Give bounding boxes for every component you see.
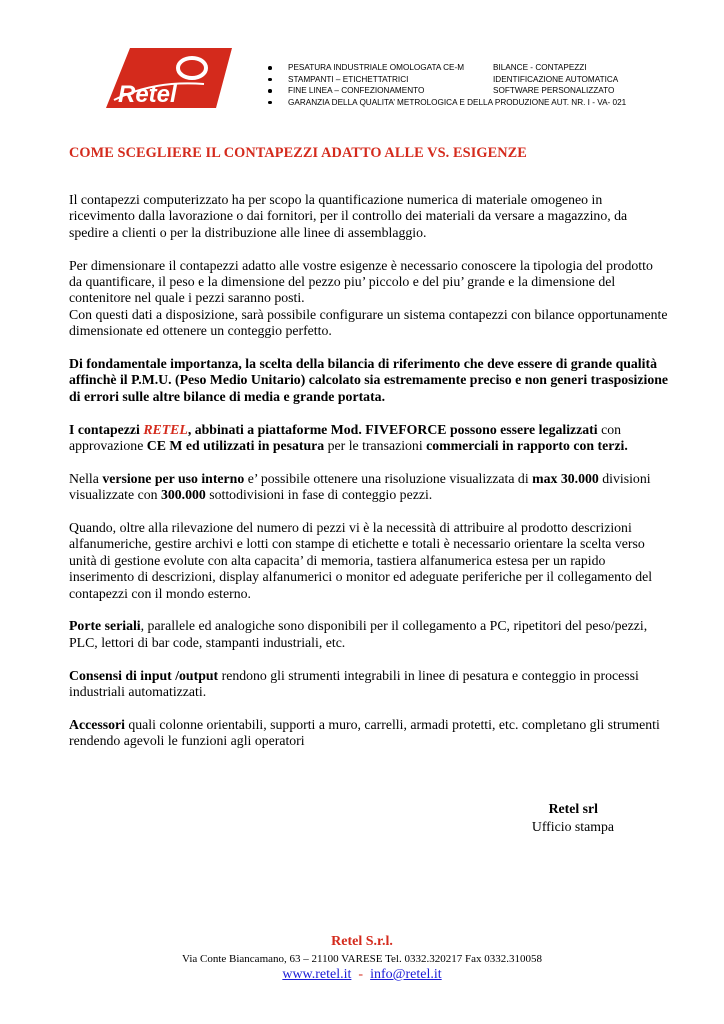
services-item: STAMPANTI – ETICHETTATRICI IDENTIFICAZIONE AUTOMATICA <box>268 74 648 86</box>
signature-company: Retel srl <box>548 801 598 816</box>
email-link[interactable]: info@retel.it <box>370 967 442 982</box>
footer <box>0 932 724 984</box>
footer-company: Retel S.r.l. <box>331 934 393 949</box>
paragraph-accessories: Accessori quali colonne orientabili, supporti a muro, carrelli, armadi protetti, etc. completano gli strumenti rendendo agevoli le funzioni agli operatori <box>69 716 660 749</box>
document-title: COME SCEGLIERE IL CONTAPEZZI ADATTO ALLE VS. ESIGENZE <box>69 145 527 161</box>
footer-separator: - <box>358 967 364 982</box>
svg-text:Retel: Retel <box>118 81 177 108</box>
signature-office: Ufficio stampa <box>531 819 614 834</box>
paragraph-ports: Porte seriali, parallele ed analogiche sono disponibili per il collegamento a PC, ripetitori del peso/pezzi, PLC, lettori di bar code, stampanti industriali, etc. <box>69 618 648 650</box>
services-item: PESATURA INDUSTRIALE OMOLOGATA CE-M BILANCE - CONTAPEZZI <box>268 62 648 74</box>
footer-address: Via Conte Biancamano, 63 – 21100 VARESE Tel. 0332.320217 Fax 0332.310058 <box>182 953 542 965</box>
paragraph-io: Consensi di input /output rendono gli strumenti integrabili in linee di pesatura e conteggio in processi industriali automatizzati. <box>69 667 639 700</box>
footer-links <box>0 966 724 984</box>
paragraph-importance: Di fondamentale importanza, la scelta della bilancia di riferimento che deve essere di grande qualità affinchè il P.M.U. (Peso Medio Unitario) calcolato sia estremamente preciso e non generi trasposizione di errori sulle altre bilance di media e grande portata. <box>69 356 669 404</box>
paragraph-management: Quando, oltre alla rilevazione del numero di pezzi vi è la necessità di attribuire al prodotto descrizioni alfanumeriche, gestire archivi e lotti con stampe di etichette e totali è necessario orientare la scelta verso unità di gestione evolute con alta capacita’ di memoria, tastiera alfanumerica estesa per un rapido inserimento di descrizioni, display alfanumerici o monitor ed adeguate periferiche per il collegamento del contapezzi con il mondo esterno. <box>69 520 653 601</box>
retel-logo <box>104 44 234 112</box>
paragraph-legal: I contapezzi RETEL, abbinati a piattaforme Mod. FIVEFORCE possono essere legalizzati con approvazione CE M ed utilizzati in pesatura per le transazioni commerciali in rapporto con terzi. <box>69 421 628 454</box>
document-body <box>69 192 669 766</box>
website-link[interactable]: www.retel.it <box>282 967 352 982</box>
services-item: FINE LINEA – CONFEZIONAMENTO SOFTWARE PERSONALIZZATO <box>268 85 648 97</box>
paragraph-intro: Il contapezzi computerizzato ha per scopo la quantificazione numerica di materiale omogeneo in ricevimento dalla lavorazione o dai fornitori, per il controllo dei materiali da versare a magazzino, da spedire a clienti o per la distribuzione alle linee di assemblaggio. <box>69 192 628 240</box>
services-list <box>268 62 648 108</box>
paragraph-dimension: Per dimensionare il contapezzi adatto alle vostre esigenze è necessario conoscere la tipologia del prodotto da quantificare, il peso e la dimensione del pezzo piu’ piccolo e del piu’ grande e la dimensione del contenitore nel quale i pezzi saranno posti. Con questi dati a disposizione, sarà possibile configurare un sistema contapezzi con bilance opportunamente dimensionate ed ottenere un conteggio perfetto. <box>69 257 668 339</box>
services-item: GARANZIA DELLA QUALITA’ METROLOGICA E DELLA PRODUZIONE AUT. NR. I - VA- 021 <box>268 97 648 109</box>
signature <box>0 800 614 836</box>
paragraph-internal-version: Nella versione per uso interno e’ possibile ottenere una risoluzione visualizzata di max 30.000 divisioni visualizzate con 300.000 sottodivisioni in fase di conteggio pezzi. <box>69 470 651 503</box>
